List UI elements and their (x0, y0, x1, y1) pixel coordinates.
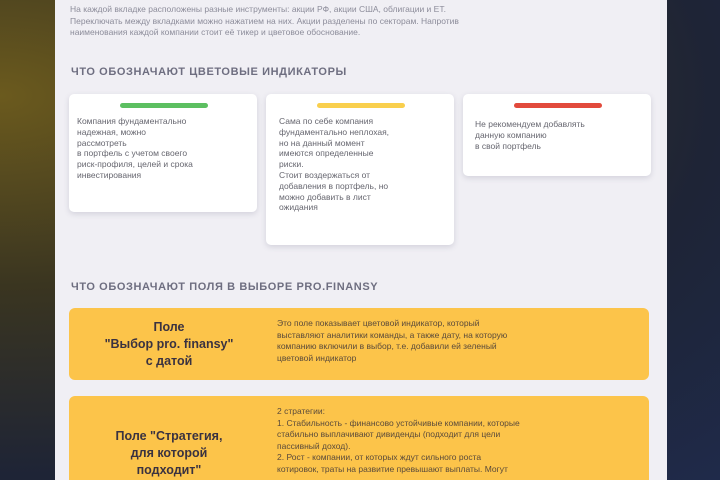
description-line: компанию включили в выбор, т.е. добавили ей зеленый (277, 341, 497, 351)
indicator-card-text (77, 116, 252, 181)
fields-section-title: ЧТО ОБОЗНАЧАЮТ ПОЛЯ В ВЫБОРЕ PRO.FINANSY (71, 281, 379, 293)
label-line: для которой (130, 446, 208, 460)
guide-page (55, 0, 667, 480)
indicator-card-yellow (266, 94, 454, 245)
description-line: 2. Рост - компании, от которых ждут сильного роста (277, 452, 482, 462)
card-line: Сама по себе компания (279, 116, 374, 126)
card-line: инвестирования (77, 169, 142, 180)
card-line: надежная, можно (77, 126, 147, 137)
card-line: данную компанию (475, 129, 547, 140)
yellow-indicator-bar (317, 103, 405, 108)
label-line: "Выбор pro. finansy" (104, 337, 234, 351)
card-line: Стоит воздержаться от (279, 169, 371, 180)
card-line: можно добавить в лист (279, 191, 371, 202)
intro-line: На каждой вкладке расположены разные инструменты: акции РФ, акции США, облигации и ЕТ. (70, 4, 446, 14)
description-line: 1. Стабильность - финансово устойчивые компании, которые (277, 417, 520, 428)
description-line: 2 стратегии: (277, 406, 325, 416)
description-line: выставляют аналитики команды, а также дату, на которую (277, 329, 508, 340)
card-line: имеются определенные (279, 148, 374, 159)
description-line: пассивный доход). (277, 440, 351, 451)
card-line: в свой портфель (475, 140, 541, 151)
field-row-selection (69, 308, 649, 380)
field-description (277, 318, 622, 364)
card-line: добавления в портфель, но (279, 180, 389, 191)
field-row-strategy (69, 396, 649, 480)
card-line: ожидания (279, 202, 318, 213)
card-line: но на данный момент (279, 137, 365, 148)
description-line: Это поле показывает цветовой индикатор, который (277, 318, 480, 328)
indicator-card-text (475, 119, 645, 151)
label-line: подходит" (136, 463, 202, 477)
indicator-card-text (279, 116, 449, 213)
card-line: риски. (279, 159, 304, 170)
card-line: в портфель с учетом своего (77, 148, 188, 159)
indicator-card-green (69, 94, 257, 212)
green-indicator-bar (120, 103, 208, 108)
intro-line: Переключать между вкладками можно нажатием на них. Акции разделены по секторам. Напротив (70, 15, 459, 26)
field-label (69, 428, 269, 479)
red-indicator-bar (514, 103, 602, 108)
description-line: стабильно выплачивают дивиденды (подходит для цели (277, 429, 501, 439)
indicator-card-red (463, 94, 651, 176)
card-line: Компания фундаментально (77, 116, 187, 126)
intro-line: наименования каждой компании стоит её тикер и цветовое обоснование. (70, 27, 361, 37)
description-line: цветовой индикатор (277, 352, 357, 363)
indicators-section-title: ЧТО ОБОЗНАЧАЮТ ЦВЕТОВЫЕ ИНДИКАТОРЫ (71, 66, 347, 78)
card-line: риск-профиля, целей и срока (77, 159, 193, 170)
description-line: котировок, траты на развитие превышают выплаты. Могут (277, 463, 508, 474)
label-line: Поле (153, 320, 185, 334)
intro-text (70, 4, 630, 39)
card-line: рассмотреть (77, 137, 127, 148)
card-line: фундаментально неплохая, (279, 126, 390, 137)
field-description (277, 406, 622, 475)
field-label (69, 319, 269, 370)
label-line: Поле "Стратегия, (115, 429, 223, 443)
card-line: Не рекомендуем добавлять (475, 119, 585, 129)
label-line: с датой (145, 354, 193, 368)
